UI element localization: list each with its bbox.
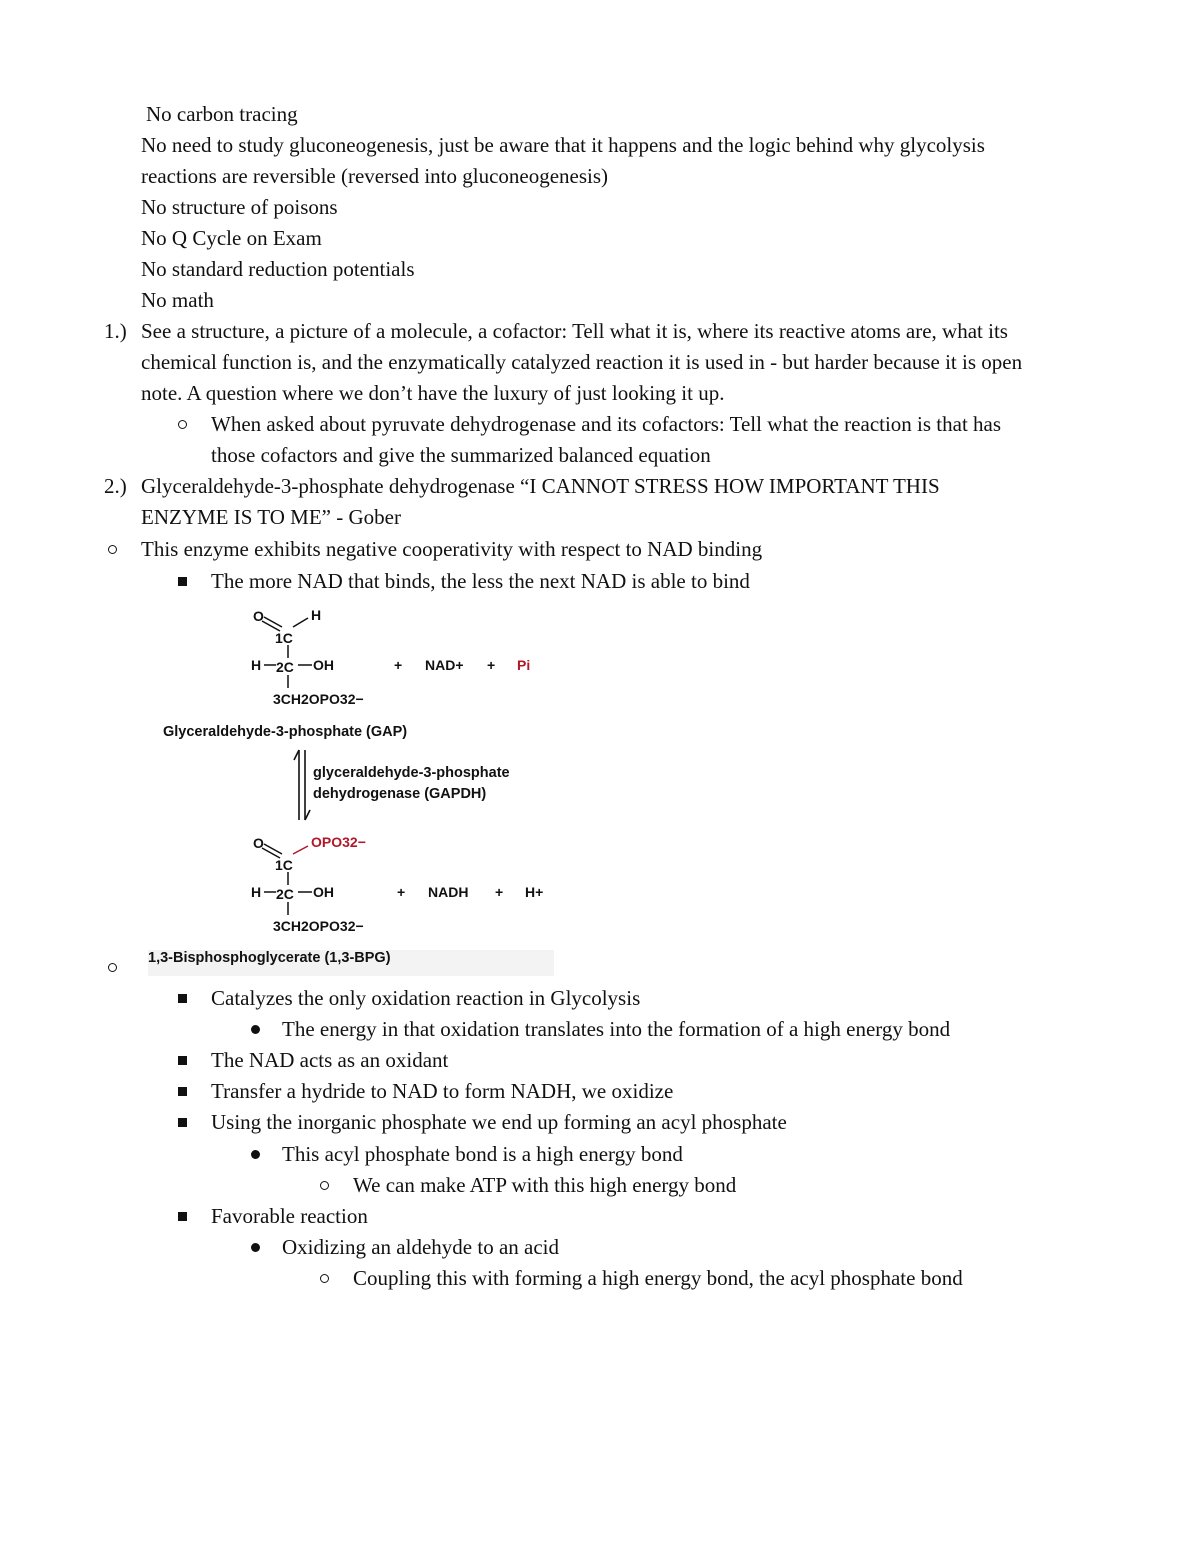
proton: H+: [525, 884, 544, 900]
note-line: No need to study gluconeogenesis, just be aware that it happens and the logic behind why glycolysis: [141, 133, 985, 157]
note-line: No structure of poisons: [141, 195, 338, 219]
plus-sign: +: [487, 657, 496, 673]
note-line: note. A question where we don’t have the luxury of just looking it up.: [141, 381, 725, 405]
note-line: Coupling this with forming a high energy bond, the acyl phosphate bond: [353, 1266, 963, 1290]
plus-sign: +: [394, 657, 403, 673]
note-line: No Q Cycle on Exam: [141, 226, 322, 250]
square-bullet-icon: [178, 1212, 187, 1221]
note-line: Catalyzes the only oxidation reaction in Glycolysis: [211, 986, 641, 1010]
product-name: 1,3-Bisphosphoglycerate (1,3-BPG): [148, 950, 391, 966]
hydrogen-atom: H: [251, 884, 262, 900]
note-line: Using the inorganic phosphate we end up forming an acyl phosphate: [211, 1110, 787, 1134]
hydrogen-atom: H: [311, 607, 322, 623]
note-line: reactions are reversible (reversed into gluconeogenesis): [141, 164, 609, 188]
phosphate-group: OPO32−: [311, 834, 366, 850]
list-number: 1.): [104, 319, 127, 343]
note-line: ENZYME IS TO ME” - Gober: [141, 505, 401, 529]
plus-sign: +: [495, 884, 504, 900]
carbon-3-group: 3CH2OPO32−: [273, 691, 364, 707]
square-bullet-icon: [178, 1087, 187, 1096]
carbon-1: 1C: [275, 630, 293, 646]
carbon-1: 1C: [275, 857, 293, 873]
hollow-bullet-icon: [108, 545, 117, 554]
hydrogen-atom: H: [251, 657, 262, 673]
hydroxyl-group: OH: [313, 884, 334, 900]
nad-plus: NAD+: [425, 657, 464, 673]
note-line: Glyceraldehyde-3-phosphate dehydrogenase “I CANNOT STRESS HOW IMPORTANT THIS: [141, 474, 940, 498]
note-line: No math: [141, 288, 214, 312]
hollow-bullet-icon: [108, 963, 117, 972]
note-line: Oxidizing an aldehyde to an acid: [282, 1235, 559, 1259]
gapdh-reaction-diagram: [148, 600, 554, 976]
note-line: No standard reduction potentials: [141, 257, 415, 281]
bond: [293, 846, 308, 854]
note-line: Transfer a hydride to NAD to form NADH, we oxidize: [211, 1079, 674, 1103]
note-line: those cofactors and give the summarized balanced equation: [211, 443, 711, 467]
hollow-bullet-icon: [320, 1181, 329, 1190]
oxygen-atom: O: [253, 608, 264, 624]
dot-bullet-icon: [251, 1025, 260, 1034]
double-bond: [264, 617, 282, 627]
enzyme-name: dehydrogenase (GAPDH): [313, 786, 487, 802]
bond: [293, 618, 308, 627]
square-bullet-icon: [178, 577, 187, 586]
dot-bullet-icon: [251, 1150, 260, 1159]
square-bullet-icon: [178, 994, 187, 1003]
note-line: The NAD acts as an oxidant: [211, 1048, 449, 1072]
oxygen-atom: O: [253, 835, 264, 851]
carbon-3-group: 3CH2OPO32−: [273, 918, 364, 934]
note-line: chemical function is, and the enzymatically catalyzed reaction it is used in - but harder because it is open: [141, 350, 1023, 374]
note-line: The more NAD that binds, the less the next NAD is able to bind: [211, 569, 750, 593]
hydroxyl-group: OH: [313, 657, 334, 673]
inorganic-phosphate: Pi: [517, 657, 531, 673]
note-line: When asked about pyruvate dehydrogenase and its cofactors: Tell what the reaction is that has: [211, 412, 1002, 436]
note-line: Favorable reaction: [211, 1204, 368, 1228]
enzyme-name: glyceraldehyde-3-phosphate: [313, 765, 510, 781]
double-bond: [264, 844, 282, 854]
square-bullet-icon: [178, 1118, 187, 1127]
note-line: See a structure, a picture of a molecule, a cofactor: Tell what it is, where its reactive atoms are, what its: [141, 319, 1008, 343]
note-line: This enzyme exhibits negative cooperativity with respect to NAD binding: [141, 537, 763, 561]
dot-bullet-icon: [251, 1243, 260, 1252]
note-line: We can make ATP with this high energy bond: [353, 1173, 737, 1197]
nadh: NADH: [428, 884, 469, 900]
hollow-bullet-icon: [178, 420, 187, 429]
list-number: 2.): [104, 474, 127, 498]
carbon-2: 2C: [276, 659, 294, 675]
substrate-name: Glyceraldehyde-3-phosphate (GAP): [163, 724, 408, 740]
note-line: This acyl phosphate bond is a high energy bond: [282, 1142, 683, 1166]
note-line: No carbon tracing: [146, 102, 298, 126]
carbon-2: 2C: [276, 886, 294, 902]
hollow-bullet-icon: [320, 1274, 329, 1283]
note-line: The energy in that oxidation translates into the formation of a high energy bond: [282, 1017, 951, 1041]
plus-sign: +: [397, 884, 406, 900]
square-bullet-icon: [178, 1056, 187, 1065]
